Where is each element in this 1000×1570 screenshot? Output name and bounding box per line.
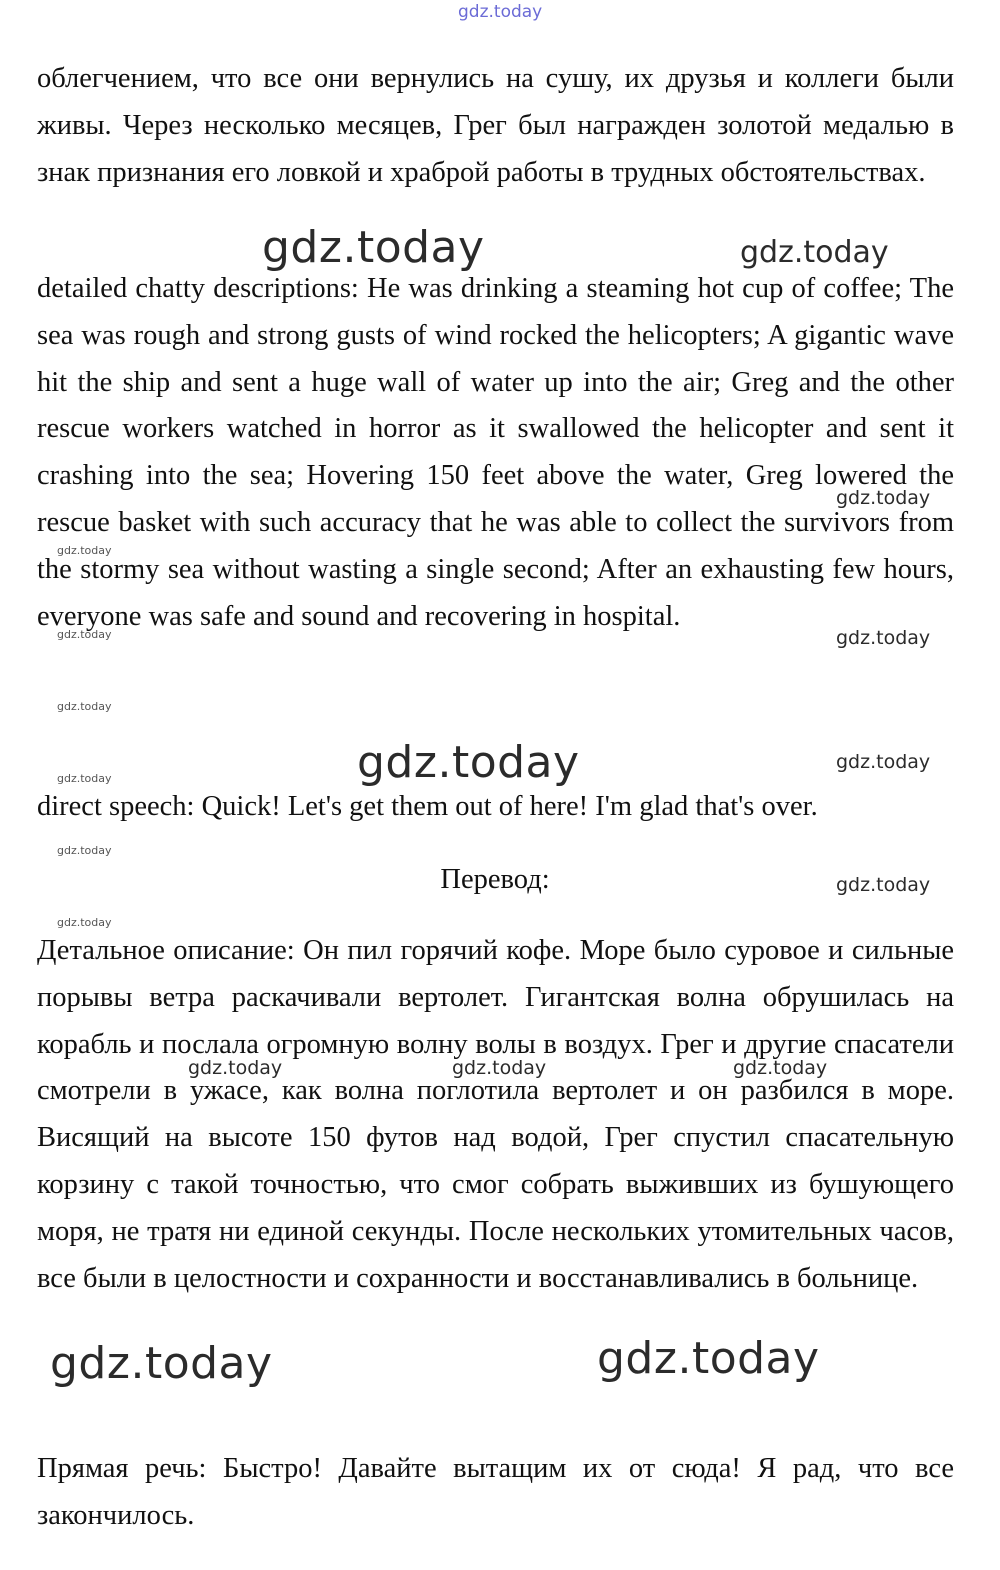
- watermark: gdz.today: [57, 844, 112, 857]
- watermark: gdz.today: [597, 1333, 820, 1384]
- watermark: gdz.today: [836, 627, 931, 649]
- watermark: gdz.today: [836, 874, 931, 896]
- watermark: gdz.today: [452, 1057, 547, 1079]
- watermark: gdz.today: [57, 772, 112, 785]
- watermark: gdz.today: [733, 1057, 828, 1079]
- translation-heading: Перевод:: [440, 864, 550, 895]
- direct-speech-paragraph: direct speech: Quick! Let's get them out of here! I'm glad that's over.: [37, 791, 818, 822]
- intro-continuation-paragraph: облегчением, что все они вернулись на сушу, их друзья и коллеги были живы. Через несколько месяцев, Грег был награжден золотой медалью в знак признания его ловкой и храброй работы в трудных обстоятельствах.: [37, 63, 954, 188]
- detailed-descriptions-paragraph: detailed chatty descriptions: He was drinking a steaming hot cup of coffee; The sea was rough and strong gusts of wind rocked the helicopters; A gigantic wave hit the ship and sent a huge wall of water up into the air; Greg and the other rescue workers watched in horror as it swallowed the helicopter and sent it crashing into the sea; Hovering 150 feet above the water, Greg lowered the rescue basket with such accuracy that he was able to collect the survivors from the stormy sea without wasting a single second; After an exhausting few hours, everyone was safe and sound and recovering in hospital.: [37, 273, 954, 632]
- watermark: gdz.today: [57, 628, 112, 641]
- watermark: gdz.today: [57, 700, 112, 713]
- watermark: gdz.today: [740, 235, 889, 270]
- watermark: gdz.today: [57, 544, 112, 557]
- watermark: gdz.today: [836, 487, 931, 509]
- translation-direct-speech-paragraph: Прямая речь: Быстро! Давайте вытащим их от сюда! Я рад, что все закончилось.: [37, 1453, 954, 1531]
- watermark: gdz.today: [50, 1338, 273, 1389]
- watermark: gdz.today: [836, 751, 931, 773]
- header-watermark: gdz.today: [458, 2, 543, 22]
- watermark: gdz.today: [357, 737, 580, 788]
- translation-descriptions-paragraph: Детальное описание: Он пил горячий кофе. Море было суровое и сильные порывы ветра раскачивали вертолет. Гигантская волна обрушилась на корабль и послала огромную волну волы в воздух. Грег и другие спасатели смотрели в ужасе, как волна поглотила вертолет и он разбился в море. Висящий на высоте 150 футов над водой, Грег спустил спасательную корзину с такой точностью, что смог собрать выживших из бушующего моря, не тратя ни единой секунды. После нескольких утомительных часов, все были в целостности и сохранности и восстанавливались в больнице.: [37, 935, 954, 1294]
- watermark: gdz.today: [188, 1057, 283, 1079]
- watermark: gdz.today: [57, 916, 112, 929]
- watermark: gdz.today: [262, 222, 485, 273]
